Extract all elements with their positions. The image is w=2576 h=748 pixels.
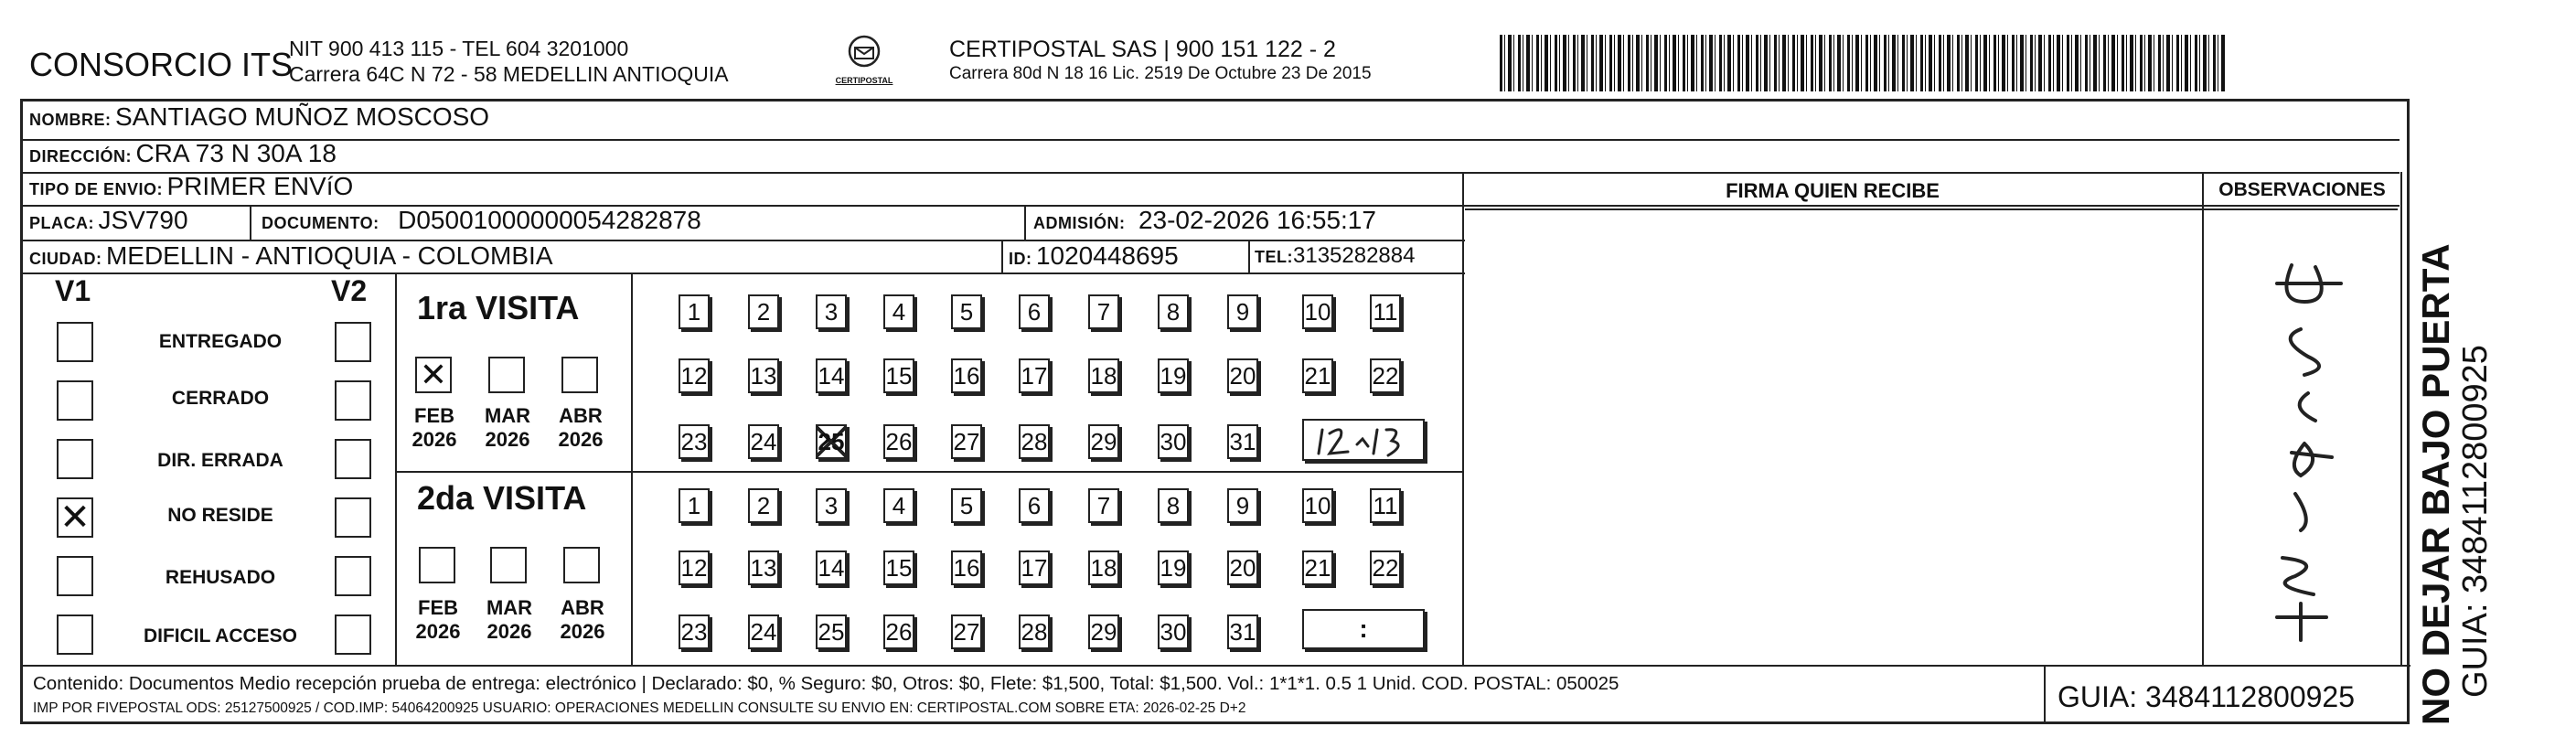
certipostal-logo: [834, 35, 894, 90]
tel-label: TEL:: [1255, 248, 1293, 266]
second-visit-day-8[interactable]: 8: [1158, 488, 1189, 523]
first-visit-title: 1ra VISITA: [417, 289, 580, 326]
second-mar-checkbox[interactable]: [490, 547, 527, 583]
v2-dir-errada-checkbox[interactable]: [335, 439, 371, 479]
first-visit-day-15[interactable]: 15: [883, 358, 914, 393]
option-rehusado: REHUSADO: [165, 567, 276, 588]
v2-header: V2: [331, 274, 368, 307]
first-visit-day-23[interactable]: 23: [679, 424, 710, 459]
side-warning: [2414, 96, 2575, 727]
first-visit-day-8[interactable]: 8: [1158, 294, 1189, 329]
first-visit-day-16[interactable]: 16: [951, 358, 982, 393]
first-visit-day-29[interactable]: 29: [1088, 424, 1119, 459]
second-visit-day-4[interactable]: 4: [883, 488, 914, 523]
document-row: [262, 206, 701, 235]
v1-no-reside-checkbox[interactable]: ✕: [57, 497, 93, 538]
first-visit-day-13[interactable]: 13: [748, 358, 779, 393]
name-label: NOMBRE:: [29, 111, 112, 129]
plate-row: [29, 206, 188, 235]
first-visit-day-19[interactable]: 19: [1158, 358, 1189, 393]
second-visit-day-26[interactable]: 26: [883, 614, 914, 649]
document-label: DOCUMENTO:: [262, 214, 379, 232]
shipment-type-row: [29, 172, 353, 201]
tel-row: [1255, 243, 1415, 269]
second-month-abr: ABR 2026: [560, 596, 605, 643]
first-feb-checkbox[interactable]: ✕: [415, 357, 452, 393]
document-value: D05001000000054282878: [398, 206, 701, 234]
first-visit-day-11[interactable]: 11: [1370, 294, 1401, 329]
plate-label: PLACA:: [29, 214, 94, 232]
v2-cerrado-checkbox[interactable]: [335, 380, 371, 421]
handwritten-observation: [2213, 247, 2396, 649]
first-visit-day-1[interactable]: 1: [679, 294, 710, 329]
admission-row: [1033, 206, 1376, 235]
first-visit-day-10[interactable]: 10: [1302, 294, 1333, 329]
second-month-mar: MAR 2026: [486, 596, 533, 643]
carrier-line: CERTIPOSTAL SAS | 900 151 122 - 2: [949, 37, 1336, 62]
second-visit-day-28[interactable]: 28: [1019, 614, 1050, 649]
company-address-line: Carrera 64C N 72 - 58 MEDELLIN ANTIOQUIA: [289, 62, 729, 86]
first-month-mar: MAR 2026: [484, 404, 531, 451]
second-visit-day-11[interactable]: 11: [1370, 488, 1401, 523]
plate-value: JSV790: [98, 206, 188, 234]
second-visit-day-21[interactable]: 21: [1302, 550, 1333, 585]
print-info-line: IMP POR FIVEPOSTAL ODS: 25127500925 / COD.IMP: 54064200925 USUARIO: OPERACIONES MEDELLIN CONSULTE SU ENVIO EN: CERTIPOSTAL.COM SOBRE ETA: 2026-02-25 D+2: [33, 700, 1246, 716]
barcode: [1500, 35, 2227, 91]
second-visit-day-30[interactable]: 30: [1158, 614, 1189, 649]
first-visit-day-7[interactable]: 7: [1088, 294, 1119, 329]
second-abr-checkbox[interactable]: [563, 547, 600, 583]
first-mar-checkbox[interactable]: [488, 357, 525, 393]
second-visit-day-20[interactable]: 20: [1227, 550, 1258, 585]
first-visit-day-21[interactable]: 21: [1302, 358, 1333, 393]
option-dificil-acceso: DIFICIL ACCESO: [143, 625, 297, 646]
v1-entregado-checkbox[interactable]: [57, 322, 93, 362]
first-visit-day-12[interactable]: 12: [679, 358, 710, 393]
option-cerrado: CERRADO: [171, 388, 270, 409]
second-visit-day-5[interactable]: 5: [951, 488, 982, 523]
v2-no-reside-checkbox[interactable]: [335, 497, 371, 538]
v1-cerrado-checkbox[interactable]: [57, 380, 93, 421]
admission-value: 23-02-2026 16:55:17: [1138, 206, 1376, 234]
first-month-feb: FEB 2026: [412, 404, 457, 451]
carrier-license-line: Carrera 80d N 18 16 Lic. 2519 De Octubre 23 De 2015: [949, 64, 1372, 83]
address-label: DIRECCIÓN:: [29, 147, 132, 166]
id-value: 1020448695: [1035, 241, 1179, 270]
option-dir-errada: DIR. ERRADA: [157, 450, 283, 471]
first-month-abr: ABR 2026: [558, 404, 604, 451]
v1-rehusado-checkbox[interactable]: [57, 556, 93, 596]
second-visit-day-31[interactable]: 31: [1227, 614, 1258, 649]
city-row: [29, 241, 553, 271]
second-visit-day-12[interactable]: 12: [679, 550, 710, 585]
logo-caption: CERTIPOSTAL: [835, 76, 893, 85]
second-visit-day-2[interactable]: 2: [748, 488, 779, 523]
contents-line: Contenido: Documentos Medio recepción prueba de entrega: electrónico | Declarado: $0, % Seguro: $0, Otros: $0, Flete: $1,500, Total: $1,500. Vol.: 1*1*1. 0.5 1 Unid. COD. POSTAL: 050025: [33, 673, 1619, 694]
admission-label: ADMISIÓN:: [1033, 214, 1126, 232]
no-under-door-notice: NO DEJAR BAJO PUERTA: [2414, 243, 2457, 725]
first-visit-day-26[interactable]: 26: [883, 424, 914, 459]
envelope-seal-icon: [846, 35, 882, 71]
first-visit-day-14[interactable]: 14: [816, 358, 847, 393]
first-visit-day-3[interactable]: 3: [816, 294, 847, 329]
first-visit-day-4[interactable]: 4: [883, 294, 914, 329]
address-row: [29, 139, 337, 168]
v1-dificil-acceso-checkbox[interactable]: [57, 614, 93, 655]
address-value: CRA 73 N 30A 18: [135, 139, 337, 167]
time-placeholder: :: [1359, 614, 1368, 643]
signature-header: FIRMA QUIEN RECIBE: [1726, 179, 1940, 202]
first-visit-day-5[interactable]: 5: [951, 294, 982, 329]
second-month-feb: FEB 2026: [415, 596, 461, 643]
second-visit-day-3[interactable]: 3: [816, 488, 847, 523]
observations-header: OBSERVACIONES: [2218, 179, 2386, 200]
second-visit-day-10[interactable]: 10: [1302, 488, 1333, 523]
second-visit-title: 2da VISITA: [417, 479, 587, 517]
first-visit-day-17[interactable]: 17: [1019, 358, 1050, 393]
v2-rehusado-checkbox[interactable]: [335, 556, 371, 596]
second-visit-time-box[interactable]: [1302, 609, 1425, 649]
second-visit-day-25[interactable]: 25: [816, 614, 847, 649]
first-visit-day-27[interactable]: 27: [951, 424, 982, 459]
first-visit-day-25[interactable]: 25: [816, 424, 847, 459]
recipient-name-row: [29, 102, 489, 132]
shipment-type-label: TIPO DE ENVIO:: [29, 180, 164, 198]
side-guide-number: GUIA: 3484112800925: [2456, 345, 2495, 698]
second-visit-day-18[interactable]: 18: [1088, 550, 1119, 585]
second-visit-day-17[interactable]: 17: [1019, 550, 1050, 585]
v1-dir-errada-checkbox[interactable]: [57, 439, 93, 479]
option-no-reside: NO RESIDE: [167, 505, 273, 526]
shipment-type-value: PRIMER ENVíO: [166, 172, 354, 200]
company-nit-line: NIT 900 413 115 - TEL 604 3201000: [289, 37, 629, 60]
second-visit-day-19[interactable]: 19: [1158, 550, 1189, 585]
second-feb-checkbox[interactable]: [419, 547, 455, 583]
second-visit-day-7[interactable]: 7: [1088, 488, 1119, 523]
city-label: CIUDAD:: [29, 250, 102, 268]
first-visit-day-2[interactable]: 2: [748, 294, 779, 329]
second-visit-day-6[interactable]: 6: [1019, 488, 1050, 523]
second-visit-day-14[interactable]: 14: [816, 550, 847, 585]
handwritten-time: [1304, 421, 1423, 459]
first-visit-day-28[interactable]: 28: [1019, 424, 1050, 459]
v1-header: V1: [55, 274, 91, 307]
first-visit-day-18[interactable]: 18: [1088, 358, 1119, 393]
second-visit-day-24[interactable]: 24: [748, 614, 779, 649]
first-visit-day-6[interactable]: 6: [1019, 294, 1050, 329]
second-visit-day-1[interactable]: 1: [679, 488, 710, 523]
first-visit-day-31[interactable]: 31: [1227, 424, 1258, 459]
second-visit-day-22[interactable]: 22: [1370, 550, 1401, 585]
tel-value: 3135282884: [1293, 243, 1416, 268]
footer-guide-number: GUIA: 3484112800925: [2058, 680, 2355, 713]
second-visit-day-9[interactable]: 9: [1227, 488, 1258, 523]
second-visit-day-13[interactable]: 13: [748, 550, 779, 585]
second-visit-day-16[interactable]: 16: [951, 550, 982, 585]
first-visit-day-22[interactable]: 22: [1370, 358, 1401, 393]
option-entregado: ENTREGADO: [158, 331, 283, 352]
recipient-name: SANTIAGO MUÑOZ MOSCOSO: [114, 102, 490, 131]
v2-entregado-checkbox[interactable]: [335, 322, 371, 362]
first-abr-checkbox[interactable]: [561, 357, 598, 393]
first-visit-day-24[interactable]: 24: [748, 424, 779, 459]
first-visit-day-20[interactable]: 20: [1227, 358, 1258, 393]
second-visit-day-29[interactable]: 29: [1088, 614, 1119, 649]
first-visit-day-9[interactable]: 9: [1227, 294, 1258, 329]
first-visit-time-box[interactable]: [1302, 419, 1425, 461]
id-row: [1009, 241, 1179, 271]
v2-dificil-acceso-checkbox[interactable]: [335, 614, 371, 655]
first-visit-day-30[interactable]: 30: [1158, 424, 1189, 459]
id-label: ID:: [1009, 250, 1032, 268]
company-name: CONSORCIO ITS: [29, 46, 294, 83]
second-visit-day-23[interactable]: 23: [679, 614, 710, 649]
city-value: MEDELLIN - ANTIOQUIA - COLOMBIA: [105, 241, 553, 270]
second-visit-day-15[interactable]: 15: [883, 550, 914, 585]
second-visit-day-27[interactable]: 27: [951, 614, 982, 649]
